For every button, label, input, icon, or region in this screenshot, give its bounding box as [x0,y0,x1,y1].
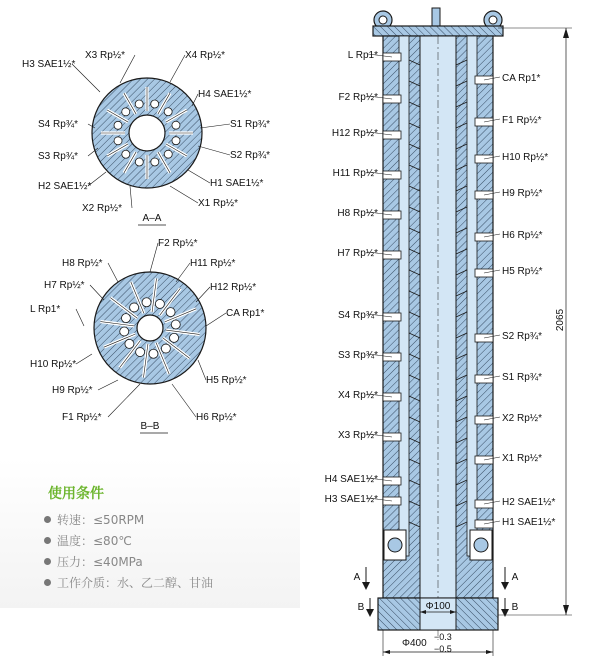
aa-port-label: S1 Rp¾* [230,119,271,130]
column-left-port-label: H3 SAE1½* [324,494,378,505]
column-right-port-label: H1 SAE1½* [502,517,556,528]
column-right-port-label: X2 Rp½* [502,413,543,424]
height-dimension-text: 2065 [555,308,566,332]
aa-port-label: X4 Rp½* [185,50,226,61]
bb-port-label: H5 Rp½* [206,375,247,386]
aa-port-label: X2 Rp½* [82,203,123,214]
conditions-list [44,510,213,594]
bb-port-label: H7 Rp½* [44,280,85,291]
section-a-right: A [511,572,519,583]
bb-port-label: L Rp1* [30,304,61,315]
aa-port-label: H3 SAE1½* [22,59,76,70]
bb-port-label: H9 Rp½* [52,385,93,396]
top-stud [432,8,440,28]
column-right-port-label: H9 Rp½* [502,188,543,199]
column-left-port-label: H4 SAE1½* [324,474,378,485]
column-left-port-label: H11 Rp½* [332,168,378,179]
column-left-port-label: S3 Rp¾* [337,350,378,361]
column-left-port-label: X4 Rp½* [337,390,378,401]
condition-item: 工作介质：水、乙二醇、甘油 [44,573,213,594]
bullet-icon [44,579,51,586]
aa-port-label: X1 Rp½* [198,198,239,209]
section-b-left: B [357,602,365,613]
column-right-port-label: F1 Rp½* [502,115,542,126]
section-b-right: B [511,602,519,613]
bullet-icon [44,558,51,565]
condition-item: 温度：≤80℃ [44,531,213,552]
column-right-port-label: X1 Rp½* [502,453,543,464]
outer-tol-upper: −0.3 [434,632,452,642]
aa-port-label: S4 Rp¾* [38,119,79,130]
bb-port-label: H6 Rp½* [196,412,237,423]
bb-port-label: F2 Rp½* [158,238,198,249]
column-right-port-label: CA Rp1* [502,73,541,84]
column-left-port-label: X3 Rp½* [337,430,378,441]
condition-item: 压力：≤40MPa [44,552,213,573]
column-left-port-label: H8 Rp½* [337,208,378,219]
aa-port-label: H2 SAE1½* [38,181,92,192]
column-right-port-label: H2 SAE1½* [502,497,556,508]
outer-dimension-text: Φ400 [402,638,427,649]
aa-port-label: H4 SAE1½* [198,89,252,100]
aa-port-label: S3 Rp¾* [38,151,79,162]
bb-port-label: H10 Rp½* [30,359,77,370]
conditions-title: 使用条件 [48,486,104,502]
column-right-port-label: H5 Rp½* [502,266,543,277]
column-right-port-label: S1 Rp¾* [502,372,543,383]
column-right-port-label: H6 Rp½* [502,230,543,241]
bb-port-label: CA Rp1* [226,308,265,319]
column-left-port-label: H12 Rp½* [331,128,378,139]
bb-port-label: H8 Rp½* [62,258,103,269]
section-bb-disc [94,272,206,384]
dimension-outer [383,630,493,656]
outer-tol-lower: −0.5 [434,644,452,654]
bb-port-label: H11 Rp½* [190,258,236,269]
aa-port-label: S2 Rp¾* [230,150,271,161]
bb-port-label: F1 Rp½* [62,412,102,423]
column-left-port-label: H7 Rp½* [337,248,378,259]
section-a-left: A [353,572,361,583]
bullet-icon [44,537,51,544]
bb-port-label: H12 Rp½* [210,282,257,293]
aa-port-label: H1 SAE1½* [210,178,264,189]
bullet-icon [44,516,51,523]
column-left-port-label: F2 Rp½* [338,92,378,103]
condition-item: 转速：≤50RPM [44,510,213,531]
section-bb-title: B–B [140,421,160,432]
column-left-port-label: L Rp1* [347,50,378,61]
column-left-port-label: S4 Rp¾* [337,310,378,321]
aa-port-label: X3 Rp½* [85,50,126,61]
section-aa-disc [92,78,202,188]
bore-dimension-text: Φ100 [425,601,451,612]
column-right-port-label: H10 Rp½* [502,152,549,163]
section-aa-title: A–A [142,213,162,224]
column-body [373,8,503,640]
column-right-port-label: S2 Rp¾* [502,331,543,342]
